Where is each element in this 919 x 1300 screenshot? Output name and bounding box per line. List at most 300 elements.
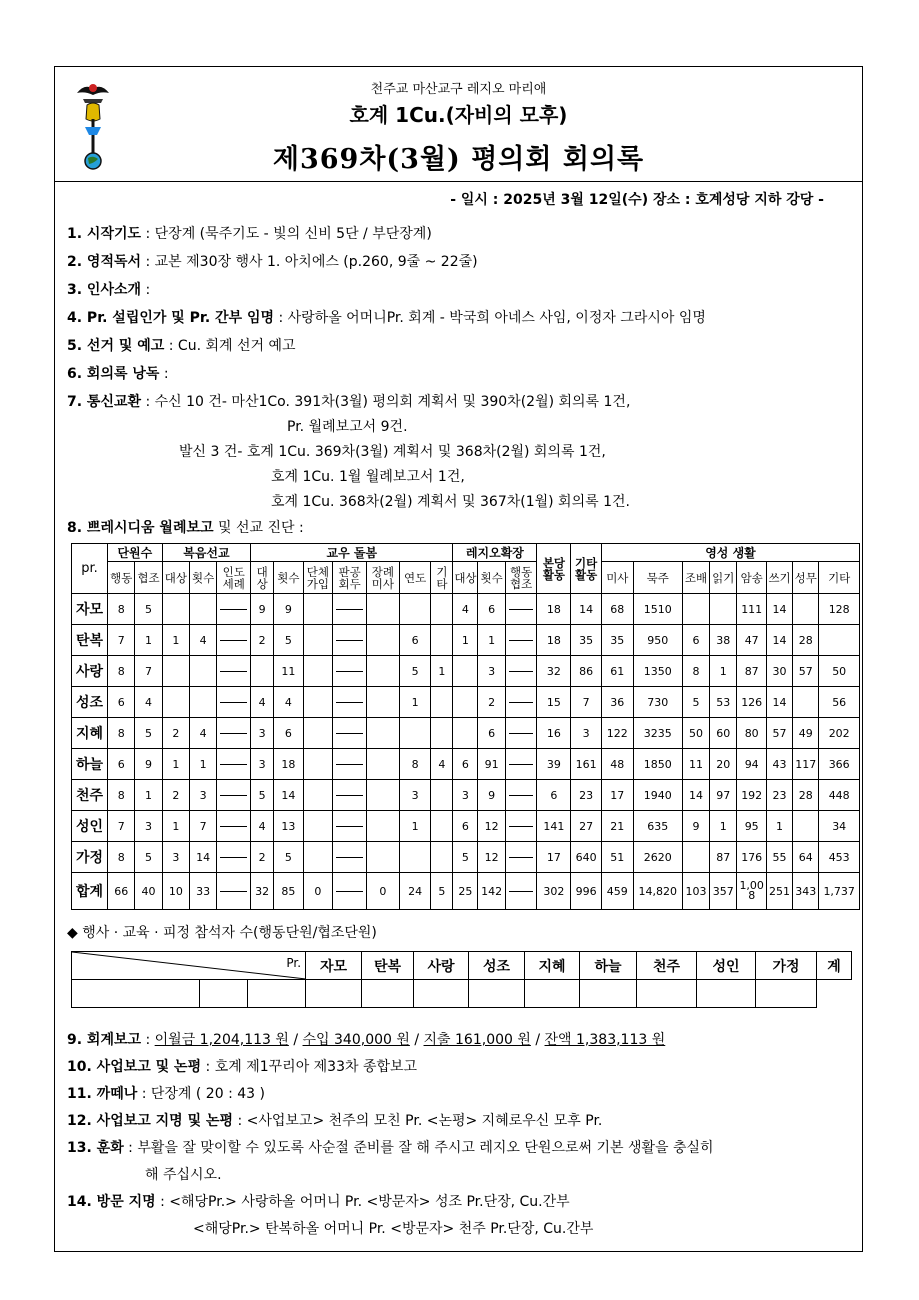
- table-cell: 7: [189, 811, 216, 842]
- item-label: 13. 훈화: [67, 1140, 124, 1156]
- table-cell: 251: [766, 873, 792, 910]
- events-pr-header: [72, 952, 306, 980]
- table-cell: 40: [135, 873, 162, 910]
- events-col: 계: [817, 952, 852, 980]
- table-cell: 4: [251, 687, 274, 718]
- col-sub-header: 장례미사: [367, 562, 400, 594]
- table-cell: [367, 749, 400, 780]
- dash-cell: [217, 749, 251, 780]
- table-cell: [367, 594, 400, 625]
- item-14: [67, 1191, 570, 1211]
- table-cell: [399, 594, 431, 625]
- table-cell: 8: [108, 780, 135, 811]
- pr-name: 가정: [72, 842, 108, 873]
- table-cell: 996: [571, 873, 602, 910]
- item-label: 12. 사업보고 지명 및 논평: [67, 1113, 234, 1129]
- table-cell: 66: [108, 873, 135, 910]
- table-cell: 103: [682, 873, 709, 910]
- dash-cell: [333, 656, 367, 687]
- table-cell: [399, 842, 431, 873]
- table-cell: 1,008: [737, 873, 767, 910]
- dash-cell: [505, 594, 537, 625]
- table-cell: 14,820: [633, 873, 682, 910]
- date-line: - 일시 : 2025년 3월 12일(수) 장소 : 호계성당 지하 강당 -: [450, 192, 824, 208]
- table-cell: 14: [766, 594, 792, 625]
- pr-name: 하늘: [72, 749, 108, 780]
- item-text: : 사랑하올 어머니Pr. 회계 - 박국희 아네스 사임, 이정자 그라시아 임명: [274, 310, 706, 326]
- col-sub-header: 기타: [431, 562, 453, 594]
- table-cell: 6: [537, 780, 571, 811]
- item-13-line-2: 해 주십시오.: [145, 1167, 222, 1183]
- item-label: 14. 방문 지명: [67, 1194, 156, 1210]
- table-cell: 18: [274, 749, 304, 780]
- expense: 지출 161,000 원: [423, 1032, 531, 1048]
- table-cell: [399, 718, 431, 749]
- dash-cell: [333, 687, 367, 718]
- dash-cell: [505, 656, 537, 687]
- col-sub-header: 횟수: [274, 562, 304, 594]
- table-cell: 97: [710, 780, 737, 811]
- table-cell: 161: [571, 749, 602, 780]
- col-sub-header: 대상: [162, 562, 189, 594]
- item-text: : 단장계 (묵주기도 - 빛의 신비 5단 / 부단장계): [141, 226, 432, 242]
- table-cell: 3: [135, 811, 162, 842]
- events-pr-label: Pr.: [286, 956, 302, 970]
- item-text: : 단장계 ( 20 : 43 ): [137, 1086, 265, 1102]
- table-cell: [189, 687, 216, 718]
- table-cell: 2: [162, 718, 189, 749]
- item-label: 11. 까떼나: [67, 1086, 138, 1102]
- pr-name: 자모: [72, 594, 108, 625]
- table-cell: 128: [819, 594, 860, 625]
- table-cell: 24: [399, 873, 431, 910]
- item-text: : <해당Pr.> 사랑하올 어머니 Pr. <방문자> 성조 Pr.단장, Cu.간부: [155, 1194, 570, 1210]
- table-cell: 18: [537, 625, 571, 656]
- table-cell: 60: [710, 718, 737, 749]
- table-cell: 8: [108, 656, 135, 687]
- table-cell: 15: [537, 687, 571, 718]
- col-sub-header: 행동: [108, 562, 135, 594]
- table-cell: 1: [399, 687, 431, 718]
- table-cell: [303, 811, 333, 842]
- events-col: 사랑: [414, 952, 469, 980]
- table-cell: [303, 749, 333, 780]
- events-cell: [72, 980, 200, 1008]
- total-row: [72, 873, 860, 910]
- item-label: 2. 영적독서: [67, 254, 142, 270]
- table-cell: 64: [793, 842, 819, 873]
- table-cell: [189, 656, 216, 687]
- table-cell: 5: [135, 842, 162, 873]
- diagonal-line: [72, 952, 306, 979]
- table-cell: 9: [478, 780, 505, 811]
- table-cell: 50: [819, 656, 860, 687]
- table-cell: 1: [453, 625, 478, 656]
- events-cell: [469, 980, 525, 1008]
- col-parish: 본당활동: [537, 544, 571, 594]
- table-cell: 1: [766, 811, 792, 842]
- item-7: [67, 391, 630, 411]
- table-cell: 1: [431, 656, 453, 687]
- table-cell: 8: [108, 594, 135, 625]
- table-cell: 47: [737, 625, 767, 656]
- table-cell: 6: [453, 811, 478, 842]
- table-cell: 14: [274, 780, 304, 811]
- col-sub-header: 기타: [819, 562, 860, 594]
- table-cell: 1: [162, 749, 189, 780]
- table-cell: [367, 780, 400, 811]
- table-cell: 192: [737, 780, 767, 811]
- dash-cell: [217, 873, 251, 910]
- table-cell: 635: [633, 811, 682, 842]
- table-cell: [367, 656, 400, 687]
- table-cell: [431, 625, 453, 656]
- events-col: 가정: [756, 952, 817, 980]
- dash-cell: [217, 811, 251, 842]
- table-cell: 3: [189, 780, 216, 811]
- table-cell: 33: [189, 873, 216, 910]
- col-other: 기타활동: [571, 544, 602, 594]
- table-cell: 57: [766, 718, 792, 749]
- table-cell: [453, 718, 478, 749]
- table-cell: 4: [189, 718, 216, 749]
- col-sub-header: 쓰기: [766, 562, 792, 594]
- balance: 잔액 1,383,113 원: [544, 1032, 666, 1048]
- table-cell: 7: [108, 625, 135, 656]
- table-cell: 357: [710, 873, 737, 910]
- pr-name: 탄복: [72, 625, 108, 656]
- table-cell: [303, 780, 333, 811]
- table-cell: [431, 687, 453, 718]
- table-cell: 1: [135, 780, 162, 811]
- table-cell: 9: [682, 811, 709, 842]
- events-cell: [525, 980, 580, 1008]
- dash-cell: [217, 780, 251, 811]
- table-cell: 87: [710, 842, 737, 873]
- item-label: 8. 쁘레시디움 월례보고: [67, 520, 214, 536]
- table-cell: 27: [571, 811, 602, 842]
- events-col: 천주: [637, 952, 697, 980]
- events-table: [71, 951, 852, 1008]
- table-cell: 2620: [633, 842, 682, 873]
- col-sub-header: 대상: [251, 562, 274, 594]
- table-cell: 8: [682, 656, 709, 687]
- dash-cell: [217, 656, 251, 687]
- item-label: 10. 사업보고 및 논평: [67, 1059, 202, 1075]
- item-7-line-5: 호계 1Cu. 368차(2월) 계획서 및 367차(1월) 회의록 1건.: [271, 494, 630, 510]
- document-frame: [54, 66, 863, 1252]
- dash-cell: [333, 718, 367, 749]
- table-cell: 2: [251, 625, 274, 656]
- table-cell: [431, 718, 453, 749]
- table-cell: 6: [274, 718, 304, 749]
- table-cell: 25: [453, 873, 478, 910]
- col-sub-header: 묵주: [633, 562, 682, 594]
- col-group-expand: 레지오확장: [453, 544, 537, 562]
- table-row: [72, 718, 860, 749]
- table-cell: 91: [478, 749, 505, 780]
- table-cell: 202: [819, 718, 860, 749]
- dash-cell: [505, 718, 537, 749]
- table-cell: 6: [682, 625, 709, 656]
- table-cell: [682, 842, 709, 873]
- dash-cell: [333, 780, 367, 811]
- table-cell: 17: [601, 780, 633, 811]
- col-group-care: 교우 돌봄: [251, 544, 453, 562]
- item-7-line-2: Pr. 월례보고서 9건.: [287, 419, 408, 435]
- table-cell: 459: [601, 873, 633, 910]
- table-cell: 1350: [633, 656, 682, 687]
- table-row: [72, 780, 860, 811]
- col-sub-header: 조배: [682, 562, 709, 594]
- table-cell: 8: [108, 718, 135, 749]
- col-sub-header: 인도세례: [217, 562, 251, 594]
- table-cell: 1,737: [819, 873, 860, 910]
- pr-name: 성인: [72, 811, 108, 842]
- table-cell: 57: [793, 656, 819, 687]
- table-cell: 5: [251, 780, 274, 811]
- table-cell: [793, 811, 819, 842]
- table-cell: 32: [537, 656, 571, 687]
- item-label: 9. 회계보고: [67, 1032, 142, 1048]
- table-cell: [162, 687, 189, 718]
- table-cell: 4: [274, 687, 304, 718]
- table-cell: 48: [601, 749, 633, 780]
- item-text: 및 선교 진단 :: [213, 520, 304, 536]
- table-cell: [367, 718, 400, 749]
- table-cell: 5: [431, 873, 453, 910]
- table-cell: 30: [766, 656, 792, 687]
- table-cell: [303, 594, 333, 625]
- table-cell: [162, 594, 189, 625]
- col-sub-header: 연도: [399, 562, 431, 594]
- table-cell: 53: [710, 687, 737, 718]
- item-text: : <사업보고> 천주의 모친 Pr. <논평> 지혜로우신 모후 Pr.: [233, 1113, 603, 1129]
- page-title: 제369차(3월) 평의회 회의록: [272, 144, 645, 175]
- dash-cell: [505, 780, 537, 811]
- table-cell: 1: [135, 625, 162, 656]
- events-col: 성조: [469, 952, 525, 980]
- table-cell: 5: [274, 842, 304, 873]
- table-cell: 7: [108, 811, 135, 842]
- monthly-report-table: [71, 543, 860, 910]
- item-2: [67, 251, 478, 271]
- table-cell: 13: [274, 811, 304, 842]
- table-cell: 0: [367, 873, 400, 910]
- col-pr: pr.: [72, 544, 108, 594]
- table-cell: 28: [793, 625, 819, 656]
- table-cell: 1: [162, 811, 189, 842]
- table-cell: 3: [399, 780, 431, 811]
- item-3: [67, 279, 150, 299]
- table-cell: [819, 625, 860, 656]
- table-cell: 8: [399, 749, 431, 780]
- table-cell: 5: [274, 625, 304, 656]
- table-cell: 3: [478, 656, 505, 687]
- item-12: [67, 1110, 602, 1130]
- item-text: : Cu. 회계 선거 예고: [164, 338, 296, 354]
- org-name: 천주교 마산교구 레지오 마리애: [370, 82, 547, 97]
- item-text: :: [159, 366, 169, 382]
- dash-cell: [217, 687, 251, 718]
- dash-cell: [505, 811, 537, 842]
- table-cell: 11: [274, 656, 304, 687]
- dash-cell: [217, 842, 251, 873]
- income: 수입 340,000 원: [302, 1032, 410, 1048]
- table-cell: [367, 842, 400, 873]
- table-cell: 1: [710, 656, 737, 687]
- table-cell: 3235: [633, 718, 682, 749]
- table-cell: 4: [189, 625, 216, 656]
- dash-cell: [333, 749, 367, 780]
- table-cell: 126: [737, 687, 767, 718]
- table-cell: 12: [478, 842, 505, 873]
- table-cell: 1: [189, 749, 216, 780]
- pr-name: 지혜: [72, 718, 108, 749]
- table-cell: 448: [819, 780, 860, 811]
- table-cell: 730: [633, 687, 682, 718]
- dash-cell: [505, 873, 537, 910]
- table-cell: [367, 625, 400, 656]
- table-cell: 2: [478, 687, 505, 718]
- events-cell: [414, 980, 469, 1008]
- col-group-members: 단원수: [108, 544, 163, 562]
- table-cell: 9: [135, 749, 162, 780]
- curia-name: 호계 1Cu.(자비의 모후): [349, 103, 568, 127]
- table-cell: 366: [819, 749, 860, 780]
- events-cell: [580, 980, 637, 1008]
- item-7-line-4: 호계 1Cu. 1월 월례보고서 1건,: [271, 469, 465, 485]
- table-cell: 3: [251, 718, 274, 749]
- table-cell: 1: [478, 625, 505, 656]
- table-cell: 35: [601, 625, 633, 656]
- table-cell: 95: [737, 811, 767, 842]
- table-row: [72, 687, 860, 718]
- item-text: : 수신 10 건- 마산1Co. 391차(3월) 평의회 계획서 및 390차(2월) 회의록 1건,: [141, 394, 631, 410]
- table-cell: 86: [571, 656, 602, 687]
- events-col: 탄복: [362, 952, 414, 980]
- table-cell: [793, 594, 819, 625]
- dash-cell: [333, 625, 367, 656]
- table-cell: [303, 687, 333, 718]
- table-cell: 16: [537, 718, 571, 749]
- col-group-gospel: 복음선교: [162, 544, 251, 562]
- table-cell: 142: [478, 873, 505, 910]
- col-sub-header: 단체가입: [303, 562, 333, 594]
- item-1: [67, 223, 432, 243]
- table-row: [72, 625, 860, 656]
- events-cell: [306, 980, 362, 1008]
- col-sub-header: 성무: [793, 562, 819, 594]
- item-4: [67, 307, 706, 327]
- table-cell: [303, 842, 333, 873]
- table-cell: 2: [162, 780, 189, 811]
- table-cell: 4: [251, 811, 274, 842]
- item-6: [67, 363, 169, 383]
- table-cell: [431, 594, 453, 625]
- table-row: [72, 842, 860, 873]
- table-row: [72, 811, 860, 842]
- item-label: 5. 선거 및 예고: [67, 338, 165, 354]
- table-cell: 14: [189, 842, 216, 873]
- dash-cell: [217, 594, 251, 625]
- table-cell: 1: [399, 811, 431, 842]
- dash-cell: [505, 842, 537, 873]
- table-cell: 51: [601, 842, 633, 873]
- item-label: 4. Pr. 설립인가 및 Pr. 간부 임명: [67, 310, 274, 326]
- dash-cell: [217, 625, 251, 656]
- table-cell: 39: [537, 749, 571, 780]
- table-cell: 61: [601, 656, 633, 687]
- dash-cell: [333, 811, 367, 842]
- table-cell: [431, 780, 453, 811]
- table-cell: 302: [537, 873, 571, 910]
- item-7-line-3: 발신 3 건- 호계 1Cu. 369차(3월) 계획서 및 368차(2월) 회의록 1건,: [179, 444, 606, 460]
- table-cell: 5: [135, 718, 162, 749]
- table-cell: [682, 594, 709, 625]
- table-cell: 6: [478, 718, 505, 749]
- table-cell: 3: [571, 718, 602, 749]
- item-text: : 부활을 잘 맞이할 수 있도록 사순절 준비를 잘 해 주시고 레지오 단원으로써 기본 생활을 충실히: [123, 1140, 714, 1156]
- col-sub-header: 판공회두: [333, 562, 367, 594]
- table-cell: 5: [135, 594, 162, 625]
- table-cell: 4: [453, 594, 478, 625]
- events-col: 자모: [306, 952, 362, 980]
- events-cell: [248, 980, 306, 1008]
- table-cell: 38: [710, 625, 737, 656]
- table-cell: 11: [682, 749, 709, 780]
- table-cell: 122: [601, 718, 633, 749]
- table-cell: 453: [819, 842, 860, 873]
- dash-cell: [505, 687, 537, 718]
- col-sub-header: 횟수: [478, 562, 505, 594]
- col-sub-header: 읽기: [710, 562, 737, 594]
- table-cell: 6: [108, 687, 135, 718]
- table-cell: 5: [399, 656, 431, 687]
- table-cell: 35: [571, 625, 602, 656]
- table-cell: 32: [251, 873, 274, 910]
- table-cell: 56: [819, 687, 860, 718]
- table-row: [72, 656, 860, 687]
- item-text: : 호계 제1꾸리아 제33차 종합보고: [201, 1059, 418, 1075]
- events-cell: [756, 980, 817, 1008]
- table-cell: 20: [710, 749, 737, 780]
- table-cell: [367, 687, 400, 718]
- col-group-spirit: 영성 생활: [601, 544, 859, 562]
- pr-name: 합계: [72, 873, 108, 910]
- table-cell: 5: [453, 842, 478, 873]
- table-cell: 23: [766, 780, 792, 811]
- col-sub-header: 횟수: [189, 562, 216, 594]
- table-cell: 80: [737, 718, 767, 749]
- table-cell: 14: [682, 780, 709, 811]
- table-cell: 950: [633, 625, 682, 656]
- table-cell: 23: [571, 780, 602, 811]
- table-cell: 18: [537, 594, 571, 625]
- table-cell: [162, 656, 189, 687]
- item-label: 3. 인사소개: [67, 282, 142, 298]
- dash-cell: [333, 842, 367, 873]
- table-cell: [431, 842, 453, 873]
- events-col: 하늘: [580, 952, 637, 980]
- table-cell: 6: [399, 625, 431, 656]
- item-label: 6. 회의록 낭독: [67, 366, 160, 382]
- dash-cell: [217, 718, 251, 749]
- item-text: :: [141, 282, 151, 298]
- table-cell: [189, 594, 216, 625]
- pr-name: 성조: [72, 687, 108, 718]
- pr-name: 천주: [72, 780, 108, 811]
